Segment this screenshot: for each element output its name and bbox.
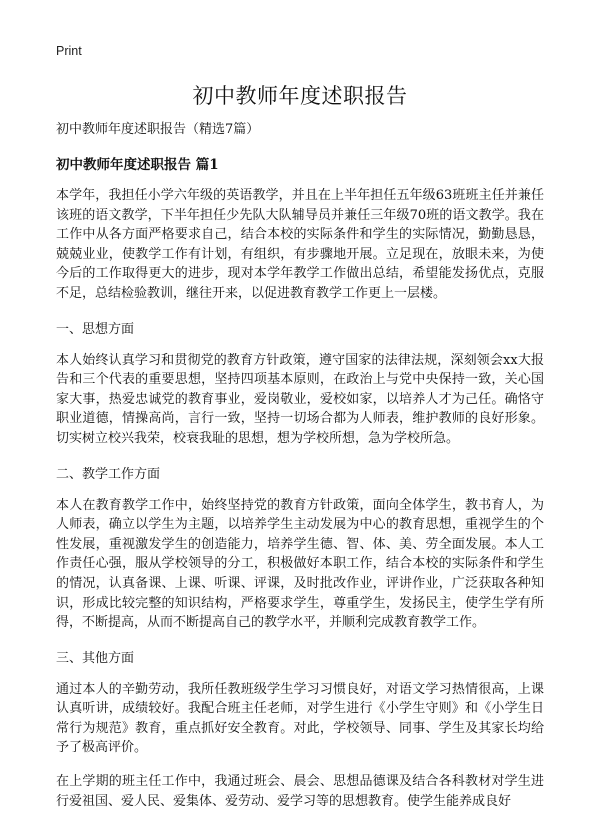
article-heading: 初中教师年度述职报告 篇1 — [56, 157, 219, 173]
document-subtitle: 初中教师年度述职报告（精选7篇） — [56, 122, 260, 137]
section-paragraph: 通过本人的辛勤劳动，我所任教班级学生学习习惯良好，对语文学习热情很高，上课认真听讲，成绩较好。我配合班主任老师，对学生进行《小学生守则》和《小学生日常行为规范》教育，重点抓好安全教育。对此，学校领导、同事、学生及其家长均给予了极高评价。 — [56, 681, 544, 756]
intro-paragraph: 本学年，我担任小学六年级的英语教学，并且在上半年担任五年级63班班主任并兼任该班的语文教学，下半年担任少先队大队辅导员并兼任三年级70班的语文教学。我在工作中从各方面严格要求自己，结合本校的实际条件和学生的实际情况，勤勤恳恳，兢兢业业，使教学工作有计划，有组织，有步骤地开展。立足现在，放眼未来，为使今后的工作取得更大的进步，现对本学年教学工作做出总结，希望能发扬优点，克服不足，总结检验教训，继往开来，以促进教育教学工作更上一层楼。 — [56, 188, 544, 301]
section-paragraph: 在上学期的班主任工作中，我通过班会、晨会、思想品德课及结合各科教材对学生进行爱祖国、爱人民、爱集体、爱劳动、爱学习等的思想教育。使学生能养成良好 — [56, 774, 544, 809]
document-body — [56, 118, 544, 825]
section-heading-other: 三、其他方面 — [56, 650, 135, 666]
section-paragraph: 本人始终认真学习和贯彻党的教育方针政策，遵守国家的法律法规，深刻领会xx大报告和三个代表的重要思想，坚持四项基本原则，在政治上与党中央保持一致，关心国家大事，热爱忠诚党的教育事业，爱岗敬业，爱校如家，以培养人才为己任。确恪守职业道德，情操高尚，言行一致，坚持一切场合都为人师表，维护教师的良好形象。切实树立校兴我荣，校衰我耻的思想，想为学校所想，急为学校所急。 — [56, 352, 544, 446]
print-link[interactable]: Print — [56, 44, 82, 58]
section-heading-thought: 一、思想方面 — [56, 321, 135, 337]
section-paragraph: 本人在教育教学工作中，始终坚持党的教育方针政策，面向全体学生，教书育人，为人师表，确立以学生为主题，以培养学生主动发展为中心的教育思想，重视学生的个性发展，重视激发学生的创造能力，培养学生德、智、体、美、劳全面发展。本人工作责任心强，服从学校领导的分工，积极做好本职工作，结合本校的实际条件和学生的情况，认真备课、上课、听课、评课，及时批改作业，评讲作业，广泛获取各种知识，形成比较完整的知识结构，严格要求学生，尊重学生，发扬民主，使学生学有所得，不断提高，从而不断提高自己的教学水平，并顺利完成教育教学工作。 — [56, 497, 544, 631]
page-title: 初中教师年度述职报告 — [192, 84, 408, 108]
section-heading-teaching: 二、教学工作方面 — [56, 466, 161, 482]
